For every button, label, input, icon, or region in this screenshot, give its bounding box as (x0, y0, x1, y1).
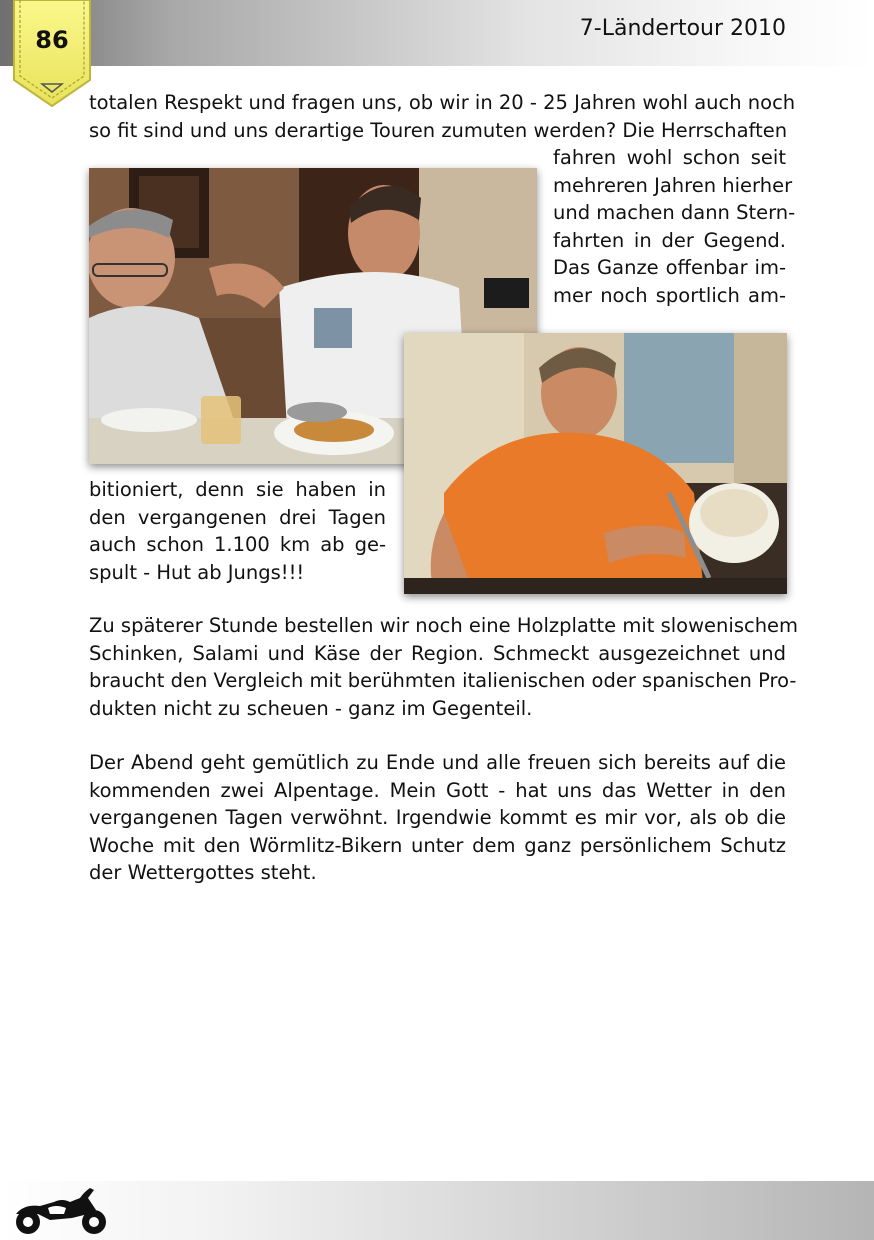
motorcycle-icon (10, 1184, 110, 1236)
text-line: so fit sind und uns derartige Touren zumuten werden? Die Herrschaften (89, 118, 788, 142)
text-line: spult - Hut ab Jungs!!! (89, 560, 305, 584)
text-line: dukten nicht zu scheuen - ganz im Gegenteil. (89, 696, 533, 720)
text-line: der Wettergottes steht. (89, 861, 317, 885)
text-line: Das Ganze offenbar im- (553, 256, 786, 280)
text-line: kommenden zwei Alpentage. Mein Gott - hat uns das Wetter in den (89, 778, 786, 802)
intro-text (89, 89, 796, 144)
running-title: 7-Ländertour 2010 (579, 16, 786, 41)
right-column-text (553, 144, 796, 310)
text-line: Schinken, Salami und Käse der Region. Schmeckt ausgezeichnet und (89, 641, 786, 665)
text-line: Woche mit den Wörmlitz-Bikern unter dem ganz persönlichem Schutz (89, 833, 786, 857)
paragraph-2 (89, 612, 799, 722)
page-number: 86 (35, 26, 69, 54)
text-line: braucht den Vergleich mit berühmten italienischen oder spanischen Pro- (89, 669, 797, 693)
text-line: und machen dann Stern- (553, 201, 796, 225)
photo-man-orange-shirt (404, 333, 787, 594)
text-line: Zu späterer Stunde bestellen wir noch eine Holzplatte mit slowenischem (89, 614, 799, 637)
text-line: mer noch sportlich am- (553, 283, 786, 307)
page-badge-icon (12, 0, 92, 110)
text-line: fahren wohl schon seit (553, 146, 786, 169)
text-line: mehreren Jahren hierher (553, 173, 793, 197)
text-line: auch schon 1.100 km ab ge- (89, 533, 386, 557)
paragraph-3 (89, 749, 786, 887)
text-line: vergangenen Tagen verwöhnt. Irgendwie kommt es mir vor, als ob die (89, 806, 786, 830)
text-line: den vergangenen drei Tagen (89, 505, 386, 529)
text-line: bitioniert, denn sie haben in (89, 478, 386, 501)
text-line: fahrten in der Gegend. (553, 228, 786, 252)
text-line: Der Abend geht gemütlich zu Ende und alle freuen sich bereits auf die (89, 751, 786, 774)
text-line: totalen Respekt und fragen uns, ob wir in 20 - 25 Jahren wohl auch noch (89, 91, 796, 114)
footer-bar (0, 1181, 874, 1240)
left-column-text (89, 476, 386, 586)
